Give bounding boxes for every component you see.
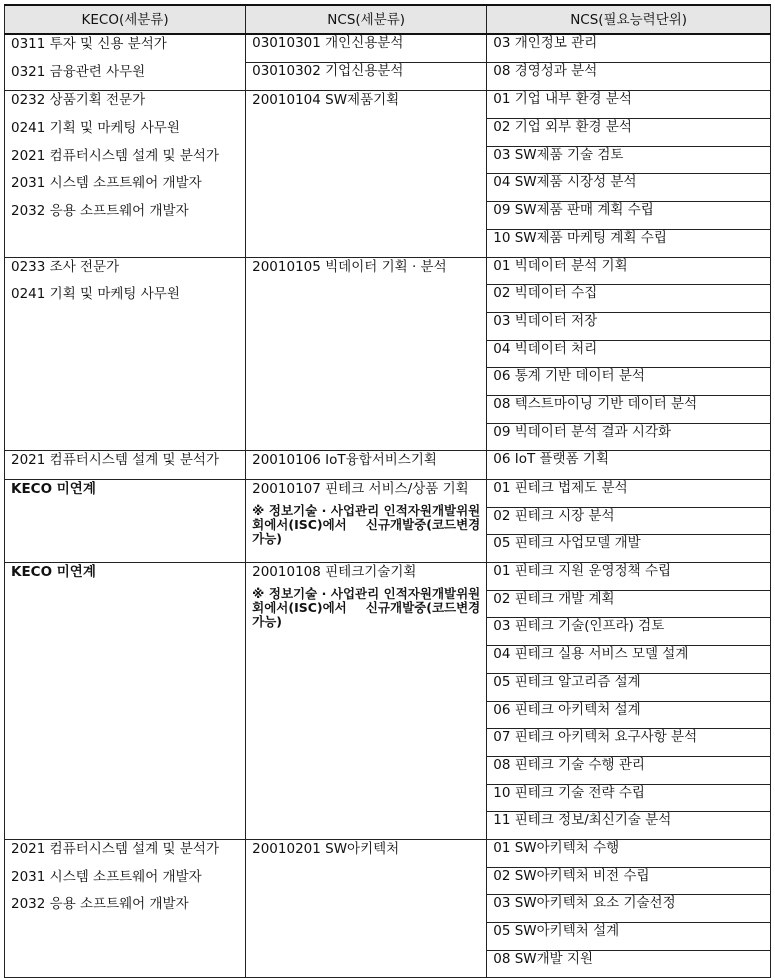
ncs-item: 20010105 빅데이터 기획 · 분석 bbox=[252, 258, 447, 275]
ncs-note: ※ 정보기술 · 사업관리 인적자원개발위원회에서(ISC)에서 신규개발중(코드변경 가능) bbox=[252, 586, 481, 630]
ability-cell: 01 기업 내부 환경 분석 bbox=[487, 91, 771, 119]
keco-item: 0321 금융관련 사무원 bbox=[11, 63, 146, 80]
ability-cell: 04 빅데이터 처리 bbox=[487, 340, 771, 368]
ability-cell: 03 핀테크 기술(인프라) 검토 bbox=[487, 618, 771, 646]
ncs-cell bbox=[246, 563, 487, 840]
ability-cell: 08 SW개발 지원 bbox=[487, 950, 771, 978]
ability-cell: 11 핀테크 정보/최신기술 분석 bbox=[487, 812, 771, 840]
ability-cell: 08 핀테크 기술 수행 관리 bbox=[487, 756, 771, 784]
ncs-cell: 03010301 개인신용분석 bbox=[246, 34, 487, 63]
keco-item: 0233 조사 전문가 bbox=[11, 258, 120, 275]
table-row bbox=[5, 34, 771, 63]
keco-item: 2031 시스템 소프트웨어 개발자 bbox=[11, 868, 202, 885]
ncs-item: 20010107 핀테크 서비스/상품 기획 bbox=[252, 481, 469, 497]
keco-item: 2021 컴퓨터시스템 설계 및 분석가 bbox=[11, 840, 220, 857]
keco-item: 0241 기획 및 마케팅 사무원 bbox=[11, 120, 180, 137]
ncs-cell bbox=[246, 839, 487, 977]
header-row bbox=[5, 5, 771, 34]
ability-cell: 03 SW아키텍처 요소 기술선정 bbox=[487, 895, 771, 923]
ability-cell: 02 빅데이터 수집 bbox=[487, 285, 771, 313]
keco-item: 0241 기획 및 마케팅 사무원 bbox=[11, 286, 180, 303]
keco-item: 2021 컴퓨터시스템 설계 및 분석가 bbox=[11, 452, 220, 469]
keco-cell bbox=[5, 34, 246, 91]
ability-cell: 06 IoT 플랫폼 기획 bbox=[487, 451, 771, 480]
ncs-item: 20010201 SW아키텍처 bbox=[252, 840, 400, 857]
ability-cell: 02 핀테크 개발 계획 bbox=[487, 590, 771, 618]
keco-cell bbox=[5, 839, 246, 977]
ncs-cell: 03010302 기업신용분석 bbox=[246, 63, 487, 91]
ncs-cell bbox=[246, 451, 487, 480]
ncs-cell bbox=[246, 91, 487, 257]
keco-item: 2032 응용 소프트웨어 개발자 bbox=[11, 896, 189, 913]
keco-cell bbox=[5, 480, 246, 563]
ncs-item: 20010106 IoT융합서비스기획 bbox=[252, 452, 437, 469]
ability-cell: 02 핀테크 시장 분석 bbox=[487, 507, 771, 535]
ability-cell: 08 경영성과 분석 bbox=[487, 63, 771, 91]
ability-cell: 05 핀테크 알고리즘 설계 bbox=[487, 673, 771, 701]
ncs-cell bbox=[246, 257, 487, 451]
ability-cell: 03 개인정보 관리 bbox=[487, 34, 771, 63]
keco-item: 2032 응용 소프트웨어 개발자 bbox=[11, 203, 189, 220]
keco-item: KECO 미연계 bbox=[11, 481, 96, 497]
table-row bbox=[5, 563, 771, 591]
keco-item: 2021 컴퓨터시스템 설계 및 분석가 bbox=[11, 147, 220, 164]
ability-cell: 04 핀테크 실용 서비스 모델 설계 bbox=[487, 646, 771, 674]
keco-item: 2031 시스템 소프트웨어 개발자 bbox=[11, 175, 202, 192]
header-ncs: NCS(세분류) bbox=[246, 5, 487, 34]
ability-cell: 10 핀테크 기술 전략 수립 bbox=[487, 784, 771, 812]
ability-cell: 05 핀테크 사업모델 개발 bbox=[487, 535, 771, 563]
keco-cell bbox=[5, 563, 246, 840]
ncs-note: ※ 정보기술 · 사업관리 인적자원개발위원회에서(ISC)에서 신규개발중(코드변경 가능) bbox=[252, 503, 481, 546]
ability-cell: 01 핀테크 법제도 분석 bbox=[487, 480, 771, 508]
ability-cell: 01 빅데이터 분석 기획 bbox=[487, 257, 771, 285]
table-row bbox=[5, 480, 771, 508]
keco-item: KECO 미연계 bbox=[11, 564, 96, 581]
ability-cell: 08 텍스트마이닝 기반 데이터 분석 bbox=[487, 395, 771, 423]
table-row bbox=[5, 839, 771, 867]
header-keco: KECO(세분류) bbox=[5, 5, 246, 34]
ability-cell: 06 통계 기반 데이터 분석 bbox=[487, 368, 771, 396]
ability-cell: 03 빅데이터 저장 bbox=[487, 312, 771, 340]
ability-cell: 04 SW제품 시장성 분석 bbox=[487, 174, 771, 202]
ability-cell: 07 핀테크 아키텍처 요구사항 분석 bbox=[487, 729, 771, 757]
header-ncs-ability: NCS(필요능력단위) bbox=[487, 5, 771, 34]
table-body bbox=[5, 34, 771, 978]
keco-item: 0232 상품기획 전문가 bbox=[11, 92, 146, 109]
table-row bbox=[5, 451, 771, 480]
ability-cell: 01 SW아키텍처 수행 bbox=[487, 839, 771, 867]
ability-cell: 02 SW아키텍처 비전 수립 bbox=[487, 867, 771, 895]
ncs-item: 20010104 SW제품기획 bbox=[252, 92, 400, 109]
ability-cell: 09 SW제품 판매 계획 수립 bbox=[487, 202, 771, 230]
keco-cell bbox=[5, 257, 246, 451]
keco-cell bbox=[5, 451, 246, 480]
ability-cell: 02 기업 외부 환경 분석 bbox=[487, 119, 771, 147]
ability-cell: 03 SW제품 기술 검토 bbox=[487, 146, 771, 174]
keco-item: 0311 투자 및 신용 분석가 bbox=[11, 36, 167, 52]
ability-cell: 09 빅데이터 분석 결과 시각화 bbox=[487, 423, 771, 451]
table-row bbox=[5, 91, 771, 119]
ability-cell: 06 핀테크 아키텍처 설계 bbox=[487, 701, 771, 729]
ability-cell: 10 SW제품 마케팅 계획 수립 bbox=[487, 229, 771, 257]
ncs-cell bbox=[246, 480, 487, 563]
keco-cell bbox=[5, 91, 246, 257]
ability-cell: 05 SW아키텍처 설계 bbox=[487, 923, 771, 951]
ncs-mapping-table bbox=[4, 4, 771, 978]
ability-cell: 01 핀테크 지원 운영정책 수립 bbox=[487, 563, 771, 591]
table-row bbox=[5, 257, 771, 285]
ncs-item: 20010108 핀테크기술기획 bbox=[252, 564, 417, 581]
